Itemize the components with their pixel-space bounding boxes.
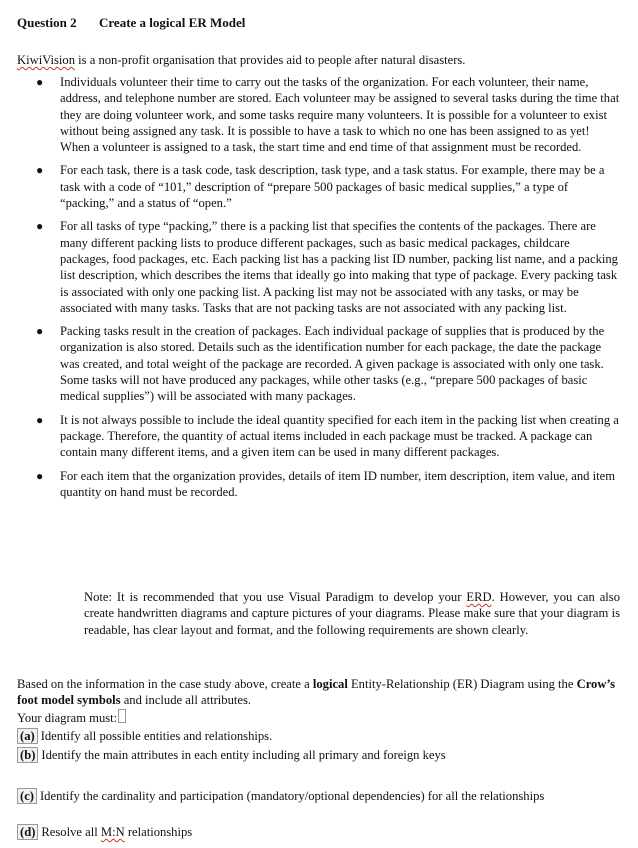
requirement-text: Identify all possible entities and relationships.	[40, 729, 273, 743]
bullet-item	[0, 412, 620, 461]
requirement-text: Identify the main attributes in each entity including all primary and foreign keys	[41, 748, 446, 762]
requirement-c	[17, 788, 627, 804]
task-instruction	[17, 676, 622, 709]
bullet-text: For each task, there is a task code, task description, task type, and a task status. For example, there may be a task with a code of “101,” description of “prepare 500 packages of basic medical supplies,” a type of “packing,” and a status of “open.”	[60, 163, 605, 211]
note-text-end: . However, you can also create handwritten diagrams and capture pictures of your diagrams. Please make sure that your diagram is readable, has clear layout and format, and the following requirements are shown clearly.	[84, 590, 620, 637]
instruction-part-2: Entity-Relationship (ER) Diagram using the	[347, 677, 577, 691]
requirement-text: Identify the cardinality and participation (mandatory/optional dependencies) for all the relationships	[39, 789, 545, 803]
requirement-tag: (d)	[17, 824, 38, 840]
requirement-text: Resolve all	[41, 825, 101, 839]
intro-text: is a non-profit organisation that provides aid to people after natural disasters.	[75, 53, 466, 67]
bullet-text: For all tasks of type “packing,” there is a packing list that specifies the contents of the packages. There are many different packing lists to produce different packages, such as basic medical packages, childcare packages, food packages, etc. Each packing list has a packing list ID number, packing list name, and a packing list description, which describes the items that ideally go into making that type of package. Every packing task is associated with only one packing list. A packing list may not be associated with any tasks, or may be associated with many tasks. Tasks that are not packing tasks are not associated with any packing list.	[60, 219, 618, 315]
question-number: Question 2	[17, 15, 77, 30]
requirement-tag: (b)	[17, 747, 38, 763]
bullet-icon: ●	[36, 163, 44, 178]
bullet-text: Packing tasks result in the creation of packages. Each individual package of supplies that is produced by the organization is also stored. Details such as the identification number for each package, the date the package was created, and total weight of the package are recorded. A given package is associated with only one task. Some tasks will not have produced any packages, while other tasks (e.g., “prepare 500 packages of basic medical supplies”) will be associated with many packages.	[60, 324, 605, 404]
bullet-icon: ●	[36, 219, 44, 234]
instruction-crows-foot: Crow’s foot model symbols	[17, 677, 616, 708]
bullet-item	[0, 74, 620, 155]
note-text-start: Note: It is recommended that you use Visual Paradigm to develop your	[84, 590, 467, 604]
text-cursor-icon	[118, 709, 126, 723]
note-paragraph	[84, 589, 620, 638]
requirement-a	[17, 728, 627, 744]
requirement-tag: (c)	[17, 788, 37, 804]
requirement-b	[17, 747, 627, 763]
requirement-text-end: relationships	[124, 825, 193, 839]
bullet-icon: ●	[36, 468, 44, 483]
bullet-item	[0, 162, 620, 211]
requirement-tag: (a)	[17, 728, 38, 744]
bullet-text: Individuals volunteer their time to carry out the tasks of the organization. For each volunteer, their name, address, and telephone number are stored. Each volunteer may be assigned to several tasks during the time that they are doing volunteer work, and some tasks require many volunteers. It is possible for a volunteer to exist without being assigned any task. It is possible to have a task to which no one has been assigned to as yet! When a volunteer is assigned to a task, the start time and end time of that assignment must be recorded.	[60, 75, 620, 155]
instruction-logical: logical	[312, 677, 348, 691]
bullet-text: It is not always possible to include the ideal quantity specified for each item in the packing list when creating a package. Therefore, the quantity of actual items included in each package must be tracked. A package can contain many different items, and a given item can be used in many different packages.	[60, 412, 619, 460]
bullet-item	[0, 218, 620, 316]
must-text: Your diagram must:	[17, 711, 118, 725]
question-heading	[17, 15, 245, 31]
bullet-icon: ●	[36, 75, 44, 89]
diagram-must-label	[17, 709, 126, 726]
instruction-part-3: and include all attributes.	[120, 693, 252, 708]
bullet-icon: ●	[36, 324, 44, 339]
bullet-item	[0, 468, 620, 501]
question-title: Create a logical ER Model	[99, 15, 246, 30]
intro-paragraph	[17, 52, 622, 68]
instruction-part-1: Based on the information in the case study above, create a	[17, 677, 313, 691]
bullet-icon: ●	[36, 412, 44, 427]
requirement-mn: M:N	[100, 825, 125, 839]
requirement-d	[17, 824, 627, 840]
org-name: KiwiVision	[17, 53, 76, 67]
bullet-text: For each item that the organization provides, details of item ID number, item description, item value, and item quantity on hand must be recorded.	[60, 468, 615, 499]
note-erd: ERD	[466, 590, 492, 604]
requirements-bullet-list	[0, 74, 638, 507]
bullet-item	[0, 323, 620, 404]
